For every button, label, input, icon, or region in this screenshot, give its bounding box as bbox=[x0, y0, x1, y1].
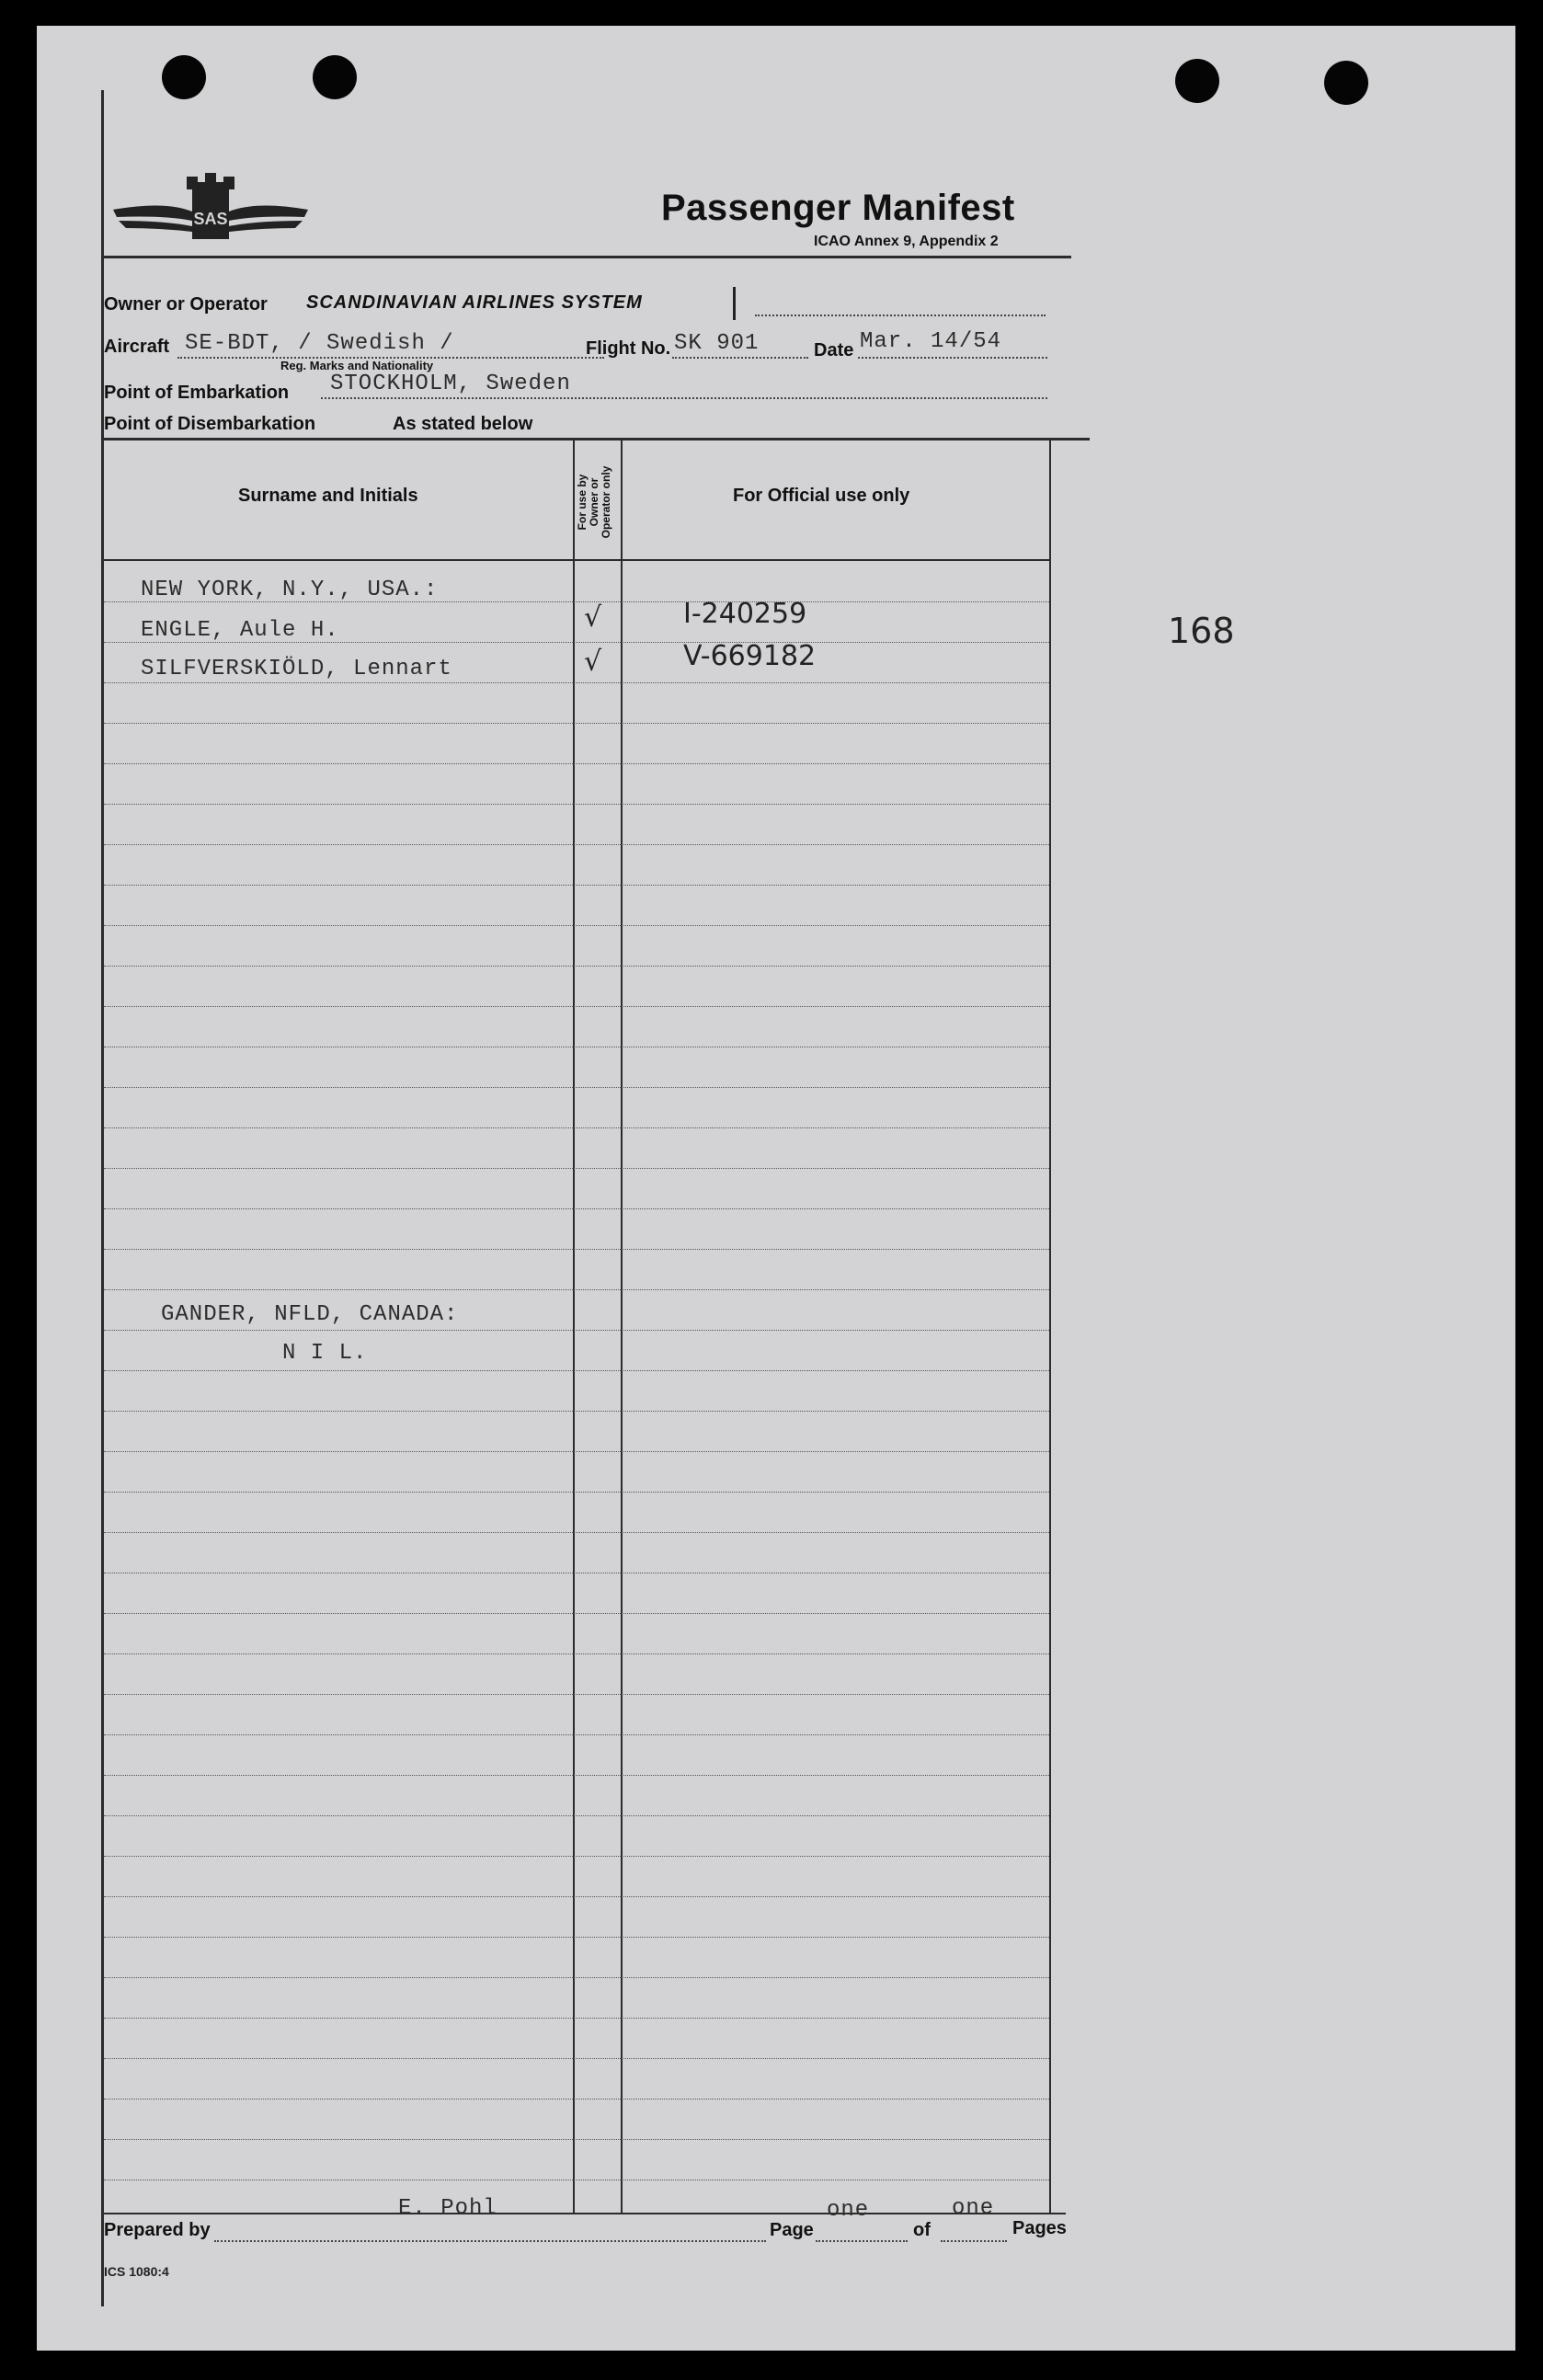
official-entry: I-240259 bbox=[683, 598, 807, 630]
reg-note: Reg. Marks and Nationality bbox=[280, 359, 434, 372]
table-row-line bbox=[104, 723, 1049, 724]
flight-value: SK 901 bbox=[674, 331, 760, 356]
header-rule bbox=[104, 256, 1071, 258]
nil-entry: N I L. bbox=[282, 1341, 368, 1366]
embark-value: STOCKHOLM, Sweden bbox=[330, 372, 571, 396]
table-row-line bbox=[104, 1087, 1049, 1088]
page-value: one bbox=[827, 2198, 870, 2223]
table-row-line bbox=[104, 885, 1049, 886]
owner-value: SCANDINAVIAN AIRLINES SYSTEM bbox=[306, 292, 643, 313]
col-header-official: For Official use only bbox=[733, 486, 910, 506]
table-row-line bbox=[104, 1370, 1049, 1371]
date-dots bbox=[858, 357, 1047, 359]
table-row-line bbox=[104, 1289, 1049, 1290]
punch-hole bbox=[1324, 61, 1368, 105]
table-row-line bbox=[104, 1127, 1049, 1128]
owner-slash bbox=[733, 287, 736, 320]
table-row-line bbox=[104, 1006, 1049, 1007]
col-divider bbox=[621, 440, 623, 2213]
table-row-line bbox=[104, 1937, 1049, 1938]
of-dots bbox=[941, 2240, 1007, 2242]
table-row-line bbox=[104, 682, 1049, 683]
check-mark: √ bbox=[584, 646, 602, 678]
table-row-line bbox=[104, 1694, 1049, 1695]
owner-label: Owner or Operator bbox=[104, 294, 268, 315]
table-row-line bbox=[104, 1775, 1049, 1776]
logo-text: SAS bbox=[193, 210, 228, 228]
pages-label: Pages bbox=[1012, 2218, 1067, 2238]
flight-dots bbox=[672, 357, 808, 359]
embark-label: Point of Embarkation bbox=[104, 383, 290, 403]
date-value: Mar. 14/54 bbox=[860, 329, 1002, 354]
col-divider bbox=[573, 440, 575, 2213]
passenger-table bbox=[104, 440, 1079, 2323]
disembark-value: As stated below bbox=[393, 414, 533, 434]
of-value: one bbox=[952, 2196, 995, 2221]
form-code: ICS 1080:4 bbox=[104, 2264, 169, 2279]
table-row-line bbox=[104, 966, 1049, 967]
table-row-line bbox=[104, 1815, 1049, 1816]
table-row-line bbox=[104, 2139, 1049, 2140]
aircraft-label: Aircraft bbox=[104, 337, 170, 357]
col-header-owner: For use by Owner or Operator only bbox=[576, 465, 612, 539]
prepared-value: E. Pohl bbox=[398, 2196, 497, 2221]
document-subtitle: ICAO Annex 9, Appendix 2 bbox=[814, 234, 999, 249]
prepared-dots bbox=[214, 2240, 766, 2242]
table-bottom-rule bbox=[104, 2213, 1066, 2214]
prepared-label: Prepared by bbox=[104, 2220, 211, 2240]
table-row-line bbox=[104, 1977, 1049, 1978]
destination-heading: NEW YORK, N.Y., USA.: bbox=[141, 578, 439, 602]
col-header-name: Surname and Initials bbox=[238, 486, 418, 506]
destination-heading: GANDER, NFLD, CANADA: bbox=[161, 1302, 459, 1327]
disembark-label: Point of Disembarkation bbox=[104, 414, 316, 434]
table-row-line bbox=[104, 1168, 1049, 1169]
header-row-rule bbox=[104, 559, 1049, 561]
page-dots bbox=[816, 2240, 908, 2242]
of-label: of bbox=[913, 2220, 931, 2240]
passenger-name: SILFVERSKIÖLD, Lennart bbox=[141, 657, 452, 681]
table-row-line bbox=[104, 1653, 1049, 1654]
col-divider bbox=[1049, 440, 1051, 2213]
table-row-line bbox=[104, 1208, 1049, 1209]
table-row-line bbox=[104, 2058, 1049, 2059]
sas-logo bbox=[109, 173, 312, 256]
document-title: Passenger Manifest bbox=[661, 188, 1015, 228]
table-row-line bbox=[104, 844, 1049, 845]
table-row-line bbox=[104, 1613, 1049, 1614]
page-number-annotation: 168 bbox=[1168, 611, 1235, 651]
table-row-line bbox=[104, 1411, 1049, 1412]
check-mark: √ bbox=[584, 601, 602, 634]
flight-label: Flight No. bbox=[586, 338, 671, 359]
table-row-line bbox=[104, 2099, 1049, 2100]
date-label: Date bbox=[814, 340, 854, 360]
official-entry: V-669182 bbox=[683, 640, 817, 672]
manifest-form bbox=[101, 90, 1090, 2306]
table-row-line bbox=[104, 1492, 1049, 1493]
table-row-line bbox=[104, 1896, 1049, 1897]
owner-dots bbox=[755, 315, 1046, 316]
embark-dots bbox=[321, 397, 1047, 399]
table-row-line bbox=[104, 1734, 1049, 1735]
table-row-line bbox=[104, 1856, 1049, 1857]
table-row-line bbox=[104, 1532, 1049, 1533]
manifest-sheet bbox=[37, 26, 1515, 2351]
table-row-line bbox=[104, 804, 1049, 805]
aircraft-value: SE-BDT, / Swedish / bbox=[185, 331, 454, 356]
page-label: Page bbox=[770, 2220, 814, 2240]
punch-hole bbox=[1175, 59, 1219, 103]
table-row-line bbox=[104, 1451, 1049, 1452]
table-row-line bbox=[104, 763, 1049, 764]
table-row-line bbox=[104, 1249, 1049, 1250]
table-row-line bbox=[104, 1330, 1049, 1331]
passenger-name: ENGLE, Aule H. bbox=[141, 618, 339, 643]
table-row-line bbox=[104, 925, 1049, 926]
table-row-line bbox=[104, 2018, 1049, 2019]
